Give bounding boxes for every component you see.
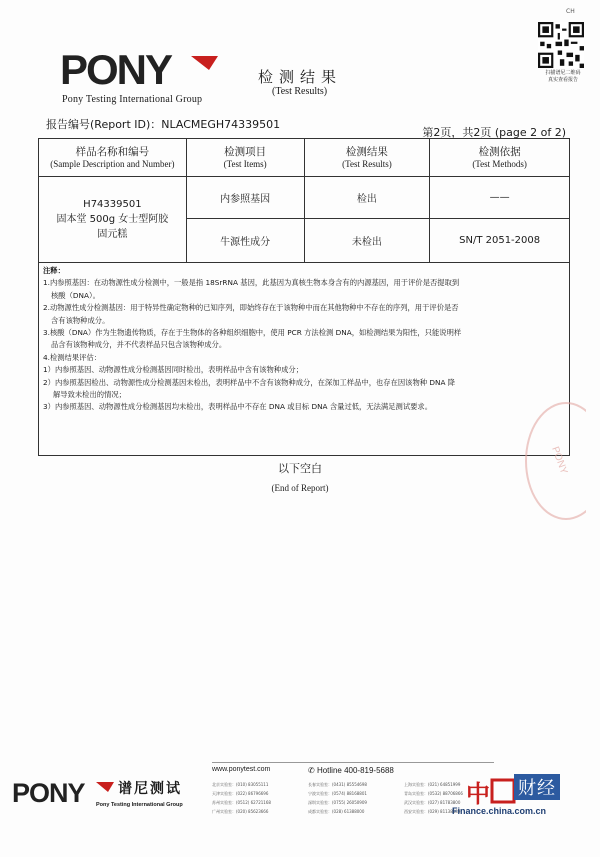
note-line: 核酸（DNA）。 bbox=[51, 290, 100, 300]
header-sample: 样品名称和编号 (Sample Description and Number) bbox=[39, 139, 187, 177]
table-row bbox=[39, 177, 570, 219]
china-flag-logo bbox=[428, 772, 588, 828]
contact-item: 苏州实验室：(0512) 62721168 bbox=[212, 800, 271, 805]
page-title-en: (Test Results) bbox=[272, 86, 328, 97]
note-line: 3）内参照基因、动物源性成分检测基因均未检出，表明样品中不存在 DNA 或目标 DNA 含量过低，无法满足测试要求。 bbox=[43, 402, 433, 412]
header-test-results: 检测结果 (Test Results) bbox=[304, 139, 430, 177]
contact-item: 天津实验室：(022) 86796696 bbox=[212, 791, 269, 796]
logo-subtitle: Pony Testing International Group bbox=[62, 94, 203, 105]
footer-name-en: Pony Testing International Group bbox=[96, 802, 183, 808]
corner-mark: CH bbox=[566, 8, 575, 15]
contact-item: 青岛实验室：(0532) 88706866 bbox=[404, 791, 463, 796]
contact-item: 武汉实验室：(027) 81783800 bbox=[404, 800, 461, 805]
end-of-report: (End of Report) bbox=[271, 483, 329, 493]
note-line: 解导致未检出的情况； bbox=[53, 390, 126, 400]
note-line: 1.内参照基因：在动物源性成分检测中，一般是指 18SrRNA 基因，此基因为真核生物本身含有的内源基因，用于评价是否提取到 bbox=[43, 278, 460, 288]
contact-item: 上海实验室：(021) 64851999 bbox=[404, 782, 461, 787]
page-title: 检测结果 bbox=[258, 68, 343, 86]
header-test-items: 检测项目 (Test Items) bbox=[186, 139, 304, 177]
test-item: 牛源性成分 bbox=[186, 219, 304, 263]
note-line: 3.核酸（DNA）作为生物遗传物质，存在于生物体的各种组织细胞中，使用 PCR 方法检测 DNA，如检测结果为阳性，只能说明样 bbox=[43, 328, 462, 338]
qr-code[interactable] bbox=[538, 22, 584, 68]
contact-item: 北京实验室：(010) 83055111 bbox=[212, 782, 269, 787]
logo-text: PONY bbox=[60, 50, 172, 90]
test-method: —— bbox=[430, 177, 570, 219]
contact-item: 深圳实验室：(0755) 26050909 bbox=[308, 800, 367, 805]
header-test-methods: 检测依据 (Test Methods) bbox=[430, 139, 570, 177]
note-line: 4.检测结果评估： bbox=[43, 352, 102, 362]
contact-item: 长春实验室：(0431) 85554698 bbox=[308, 782, 367, 787]
note-line: 品含有该物种成分，并不代表样品只包含该物种成分。 bbox=[51, 340, 227, 350]
footer-website[interactable]: www.ponytest.com bbox=[212, 766, 271, 773]
qr-caption-1: 扫描谱尼二维码 bbox=[545, 70, 581, 76]
page-number: 第2页，共2页 (page 2 of 2) bbox=[422, 126, 566, 139]
contact-item: 西安实验室：(029) 81138189 bbox=[404, 809, 461, 814]
table-header-row bbox=[39, 139, 570, 177]
qr-caption-2: 真实查看报告 bbox=[547, 77, 578, 83]
footer-name-cn: 谱尼测试 bbox=[118, 781, 182, 797]
notes-heading: 注释： bbox=[43, 266, 65, 275]
test-method: SN/T 2051-2008 bbox=[430, 219, 570, 263]
report-id: 报告编号(Report ID)：NLACMEGH74339501 bbox=[46, 118, 281, 131]
watermark-label: 财经 bbox=[514, 774, 560, 800]
footer-hotline: ✆ Hotline 400-819-5688 bbox=[308, 766, 394, 775]
sample-description: H74339501 固本堂 500g 女士型阿胶 固元糕 bbox=[39, 177, 187, 263]
seal-stamp bbox=[496, 396, 586, 526]
svg-text:PONY: PONY bbox=[12, 778, 85, 806]
test-result: 检出 bbox=[304, 177, 430, 219]
note-line: 2）内参照基因检出、动物源性成分检测基因未检出，表明样品中不含有该物种成分，在深加工样品中，也存在因该物种 DNA 降 bbox=[43, 377, 456, 387]
note-line: 1）内参照基因、动物源性成分检测基因同时检出，表明样品中含有该物种成分； bbox=[43, 365, 304, 375]
contact-item: 广州实验室：(020) 85623666 bbox=[212, 809, 269, 814]
phone-icon: ✆ bbox=[308, 766, 315, 775]
blank-below-label: 以下空白 bbox=[278, 462, 322, 475]
note-line: 含有该物种成分。 bbox=[51, 315, 110, 325]
footer-divider bbox=[212, 762, 494, 763]
results-table bbox=[38, 138, 570, 263]
svg-text:中: 中 bbox=[466, 780, 490, 808]
test-result: 未检出 bbox=[304, 219, 430, 263]
contact-item: 成都实验室：(028) 61388000 bbox=[308, 809, 365, 814]
note-line: 2.动物源性成分检测基因：用于特异性确定物种的已知序列，即始终存在于该物种中而在其他物种中不存在的序列，用于评价是否 bbox=[43, 303, 459, 313]
watermark-url: Finance.china.com.cn bbox=[452, 806, 547, 816]
contact-item: 宁波实验室：(0574) 88168801 bbox=[308, 791, 367, 796]
notes-section bbox=[38, 262, 570, 456]
svg-text:PONY: PONY bbox=[549, 445, 570, 476]
test-item: 内参照基因 bbox=[186, 177, 304, 219]
pony-logo bbox=[60, 50, 220, 90]
